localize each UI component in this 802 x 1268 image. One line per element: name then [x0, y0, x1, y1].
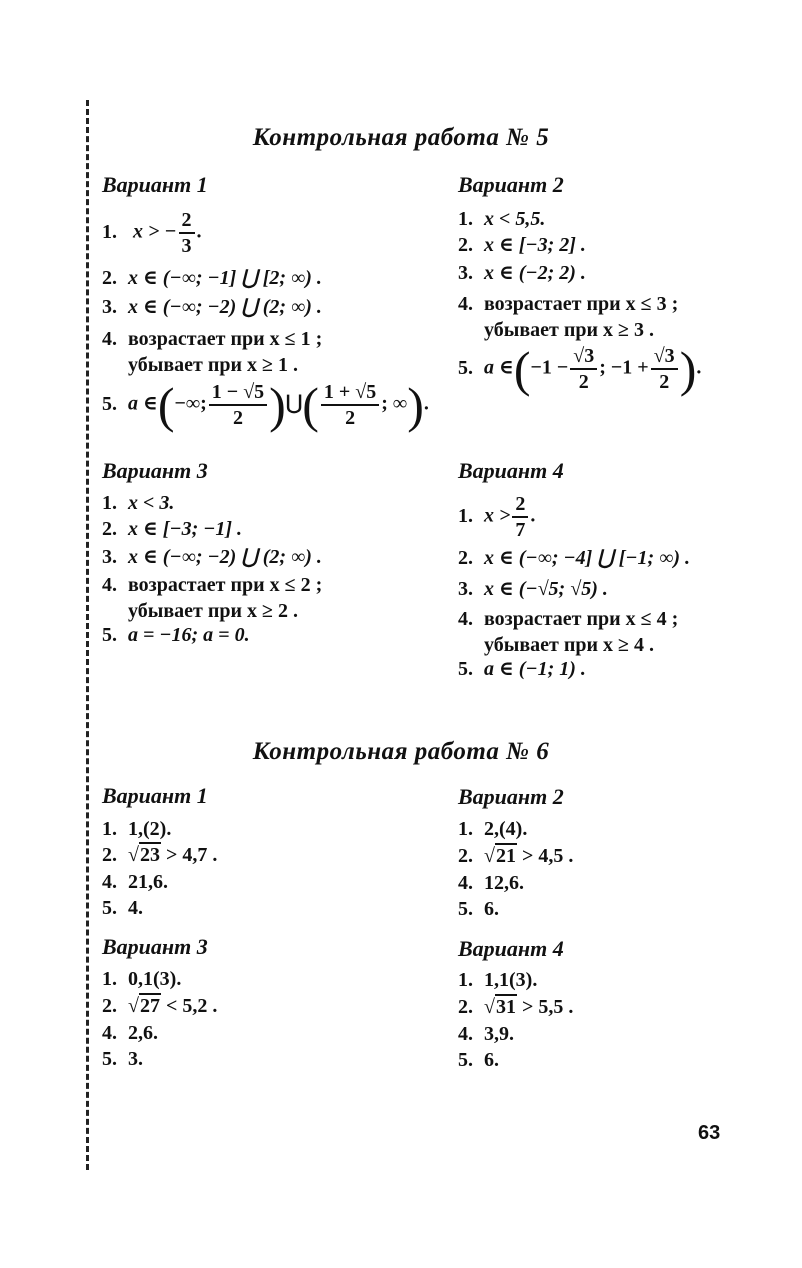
kr6-v1-answer1: 1. 1,(2).	[102, 818, 172, 840]
kr6-v4-answer1: 1. 1,1(3).	[458, 969, 538, 991]
kr5-v1-answer5: 5. a ∈(−∞; $\frac{1 - √5}{2}$ )⋃( $\frac{1 + √5}{2}$ ; ∞).	[102, 377, 429, 433]
kr5-variant4-label: Вариант 4	[458, 458, 564, 483]
kr5-v2-answer3: 3. x ∈ (−2; 2) .	[458, 262, 586, 284]
kr5-v1-answer4: 4. возрастает при x ≤ 1 ; убывает при x ≥ 1 .	[102, 328, 323, 376]
kr6-v4-answer2: 2. √31 > 5,5 .	[458, 996, 574, 1018]
kr6-v2-answer2: 2. √21 > 4,5 .	[458, 845, 574, 867]
kr6-v2-answer5: 5. 6.	[458, 898, 499, 920]
kr5-v2-answer4: 4. возрастает при x ≤ 3 ; убывает при x ≥ 3 .	[458, 293, 679, 341]
kr6-v3-answer1: 1. 0,1(3).	[102, 968, 182, 990]
kr6-variant1-label: Вариант 1	[102, 783, 208, 808]
kr5-v3-answer4: 4. возрастает при x ≤ 2 ; убывает при x ≥ 2 .	[102, 574, 323, 622]
kr5-v4-answer1: 1. x > $\frac{2}{7}$ .	[458, 493, 536, 541]
kr6-v3-answer5: 5. 3.	[102, 1048, 143, 1070]
kr5-v4-answer5: 5. a ∈ (−1; 1) .	[458, 658, 586, 680]
kr5-v4-answer3: 3. x ∈ (−√5; √5) .	[458, 578, 608, 600]
square-root: √23	[128, 844, 160, 866]
kr5-v4-answer4: 4. возрастает при x ≤ 4 ; убывает при x ≥ 4 .	[458, 608, 679, 656]
section-title-kr6: Контрольная работа № 6	[252, 738, 550, 765]
kr6-v1-answer2: 2. √23 > 4,7 .	[102, 844, 218, 866]
kr5-v3-answer2: 2. x ∈ [−3; −1] .	[102, 518, 243, 540]
kr5-variant1-label: Вариант 1	[102, 172, 208, 197]
kr5-v1-answer2: 2. x ∈ (−∞; −1] ⋃ [2; ∞) .	[102, 267, 322, 289]
kr6-variant4-label: Вариант 4	[458, 936, 564, 961]
kr5-v3-answer3: 3. x ∈ (−∞; −2) ⋃ (2; ∞) .	[102, 546, 322, 568]
fraction: $\frac{2}{3}$	[179, 208, 195, 258]
kr5-variant3-label: Вариант 3	[102, 458, 208, 483]
kr6-variant3-label: Вариант 3	[102, 934, 208, 959]
kr5-v1-answer3: 3. x ∈ (−∞; −2) ⋃ (2; ∞) .	[102, 296, 322, 318]
kr6-v3-answer2: 2. √27 < 5,2 .	[102, 995, 218, 1017]
page-number: 63	[698, 1122, 721, 1144]
kr5-v4-answer2: 2. x ∈ (−∞; −4] ⋃ [−1; ∞) .	[458, 547, 691, 569]
kr6-variant2-label: Вариант 2	[458, 784, 564, 809]
cut-line	[86, 100, 89, 1170]
kr5-v2-answer1: 1. x < 5,5.	[458, 208, 546, 230]
kr5-v3-answer5: 5. a = −16; a = 0.	[102, 624, 250, 646]
square-root: √27	[128, 995, 160, 1017]
kr6-v2-answer1: 1. 2,(4).	[458, 818, 528, 840]
kr6-v2-answer4: 4. 12,6.	[458, 872, 524, 894]
kr5-v1-answer1: 1. x > − $\frac{2}{3}$ .	[102, 209, 202, 257]
kr5-v2-answer2: 2. x ∈ [−3; 2] .	[458, 234, 586, 256]
section-title-kr5: Контрольная работа № 5	[252, 124, 550, 151]
square-root: √31	[484, 996, 516, 1018]
kr6-v4-answer5: 5. 6.	[458, 1049, 499, 1071]
kr5-variant2-label: Вариант 2	[458, 172, 564, 197]
kr6-v1-answer5: 5. 4.	[102, 897, 143, 919]
kr5-v2-answer5: 5. a ∈(−1 − $\frac{√3}{2}$ ; −1 + $\frac{√3}{2}$ ).	[458, 341, 702, 397]
square-root: √21	[484, 845, 516, 867]
kr5-v3-answer1: 1. x < 3.	[102, 492, 175, 514]
kr6-v1-answer4: 4. 21,6.	[102, 871, 168, 893]
kr6-v4-answer4: 4. 3,9.	[458, 1023, 514, 1045]
kr6-v3-answer4: 4. 2,6.	[102, 1022, 158, 1044]
